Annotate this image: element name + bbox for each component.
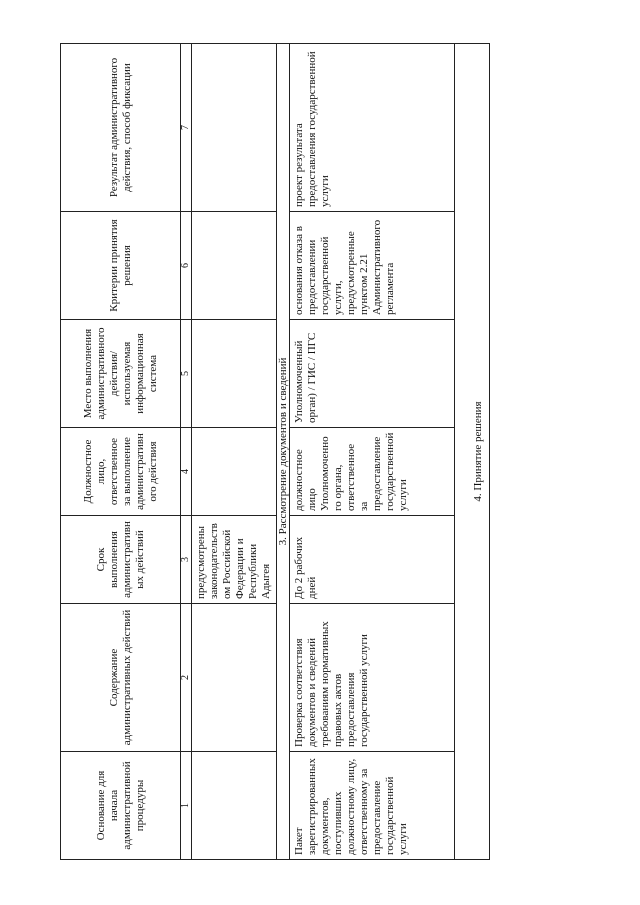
header-row (61, 44, 181, 860)
table-cell: Проверка соответствия документов и сведений требованиям нормативных правовых актов предоставления государственной услуги (290, 604, 455, 752)
table-row (290, 44, 455, 860)
procedure-table (60, 43, 490, 860)
column-number: 5 (181, 320, 192, 428)
table-cell (192, 604, 277, 752)
section-title: 4. Принятие решения (455, 44, 490, 860)
table-cell: Уполномоченный орган) / ГИС / ПГС (290, 320, 455, 428)
column-number: 2 (181, 604, 192, 752)
continued-row (192, 44, 277, 860)
table-cell: основания отказа в предоставлении государственной услуги, предусмотренные пунктом 2.21 Административного регламента (290, 212, 455, 320)
header-cell: Место выполнения административного действия/ используемая информационная система (61, 320, 181, 428)
table-cell: предусмотрены законодательством Российской Федерации и Республики Адыгея (192, 516, 277, 604)
column-number: 4 (181, 428, 192, 516)
column-number: 6 (181, 212, 192, 320)
table-cell: должностное лицо Уполномоченного органа, ответственное за предоставление государственной услуги (290, 428, 455, 516)
table-cell (192, 428, 277, 516)
table-cell (192, 320, 277, 428)
header-cell: Должностное лицо, ответственное за выполнение административного действия (61, 428, 181, 516)
table-cell (192, 44, 277, 212)
header-cell: Содержание административных действий (61, 604, 181, 752)
header-cell: Результат административного действия, способ фиксации (61, 44, 181, 212)
table-cell: До 2 рабочих дней (290, 516, 455, 604)
column-number: 3 (181, 516, 192, 604)
header-cell: Основание для начала административной процедуры (61, 752, 181, 860)
column-number: 7 (181, 44, 192, 212)
table-cell (192, 752, 277, 860)
section-title-row (455, 44, 490, 860)
column-number: 1 (181, 752, 192, 860)
table-cell (192, 212, 277, 320)
header-cell: Срок выполнения административных действий (61, 516, 181, 604)
section-title-row (277, 44, 290, 860)
rotated-table-container (60, 44, 612, 860)
table-cell: Пакет зарегистрированных документов, поступивших должностному лицу, ответственному за предоставление государственной услуги (290, 752, 455, 860)
header-cell: Критерии принятия решения (61, 212, 181, 320)
section-title: 3. Рассмотрение документов и сведений (277, 44, 290, 860)
table-cell: проект результата предоставления государственной услуги (290, 44, 455, 212)
column-number-row (181, 44, 192, 860)
